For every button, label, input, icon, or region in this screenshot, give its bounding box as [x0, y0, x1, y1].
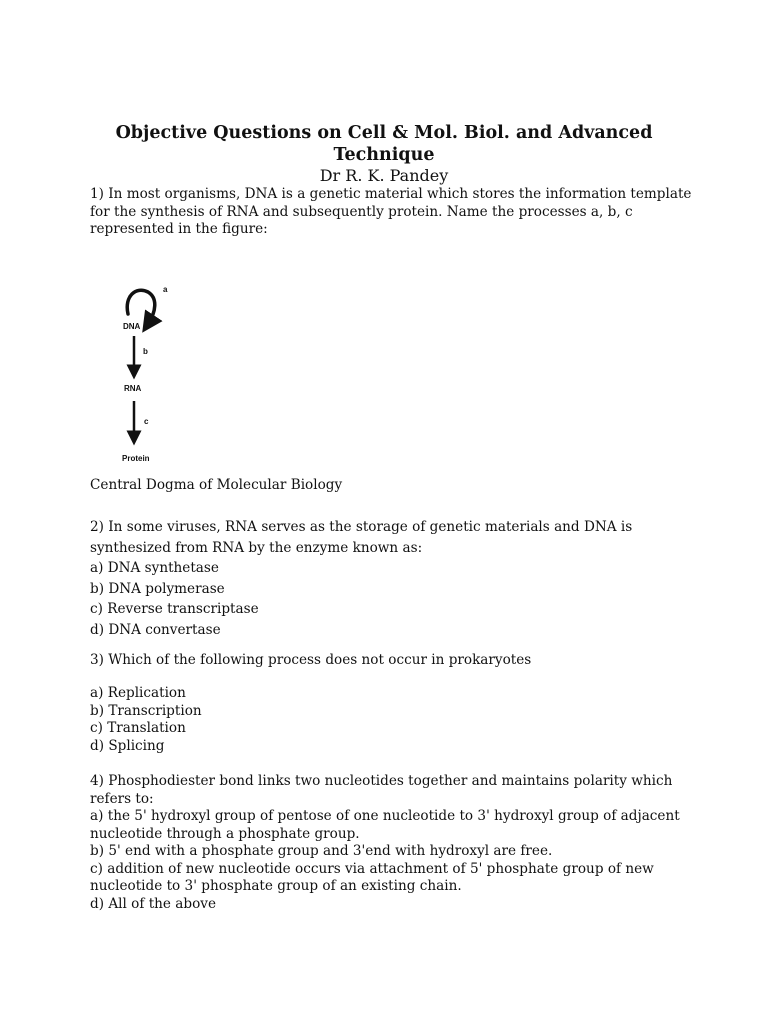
q1-line: 1) In most organisms, DNA is a genetic material which stores the information template	[90, 186, 692, 202]
label-rna: RNA	[124, 384, 142, 393]
question-1	[90, 186, 692, 239]
q4-line: c) addition of new nucleotide occurs via attachment of 5' phosphate group of new	[90, 860, 654, 877]
q3-option: a) Replication	[90, 685, 186, 701]
figure-caption: Central Dogma of Molecular Biology	[90, 477, 343, 493]
label-a: a	[163, 285, 168, 294]
question-4	[90, 773, 680, 913]
q4-line: d) All of the above	[90, 895, 216, 912]
q2-line: synthesized from RNA by the enzyme known as:	[90, 539, 423, 556]
q3-option: b) Transcription	[90, 702, 202, 719]
label-dna: DNA	[123, 322, 141, 331]
q2-option: b) DNA polymerase	[90, 580, 225, 597]
q4-line: nucleotide to 3' phosphate group of an existing chain.	[90, 878, 462, 894]
document-title	[90, 122, 678, 166]
label-b: b	[143, 347, 148, 356]
q4-line: 4) Phosphodiester bond links two nucleotides together and maintains polarity which	[90, 773, 673, 789]
q2-line: 2) In some viruses, RNA serves as the storage of genetic materials and DNA is	[90, 519, 633, 535]
q4-line: a) the 5' hydroxyl group of pentose of one nucleotide to 3' hydroxyl group of adjacent	[90, 808, 680, 824]
q1-line: for the synthesis of RNA and subsequently protein. Name the processes a, b, c	[90, 203, 633, 220]
q2-option: c) Reverse transcriptase	[90, 601, 259, 617]
question-2	[90, 517, 680, 640]
q2-option: a) DNA synthetase	[90, 560, 219, 576]
q4-line: refers to:	[90, 790, 154, 807]
title-line-2: Technique	[333, 145, 435, 165]
q1-line: represented in the figure:	[90, 221, 268, 237]
author-name: Dr R. K. Pandey	[319, 166, 449, 185]
q3-option: c) Translation	[90, 720, 186, 736]
replication-loop-arrow	[127, 290, 155, 324]
q2-option: d) DNA convertase	[90, 621, 221, 638]
central-dogma-figure	[112, 280, 192, 470]
q4-line: b) 5' end with a phosphate group and 3'end with hydroxyl are free.	[90, 843, 553, 859]
q3-option: d) Splicing	[90, 737, 165, 754]
label-protein: Protein	[122, 454, 150, 463]
question-3-options	[90, 685, 680, 755]
question-3: 3) Which of the following process does not occur in prokaryotes	[90, 652, 532, 668]
label-c: c	[144, 417, 149, 426]
title-line-1: Objective Questions on Cell & Mol. Biol. and Advanced	[115, 123, 653, 143]
q4-line: nucleotide through a phosphate group.	[90, 825, 360, 842]
